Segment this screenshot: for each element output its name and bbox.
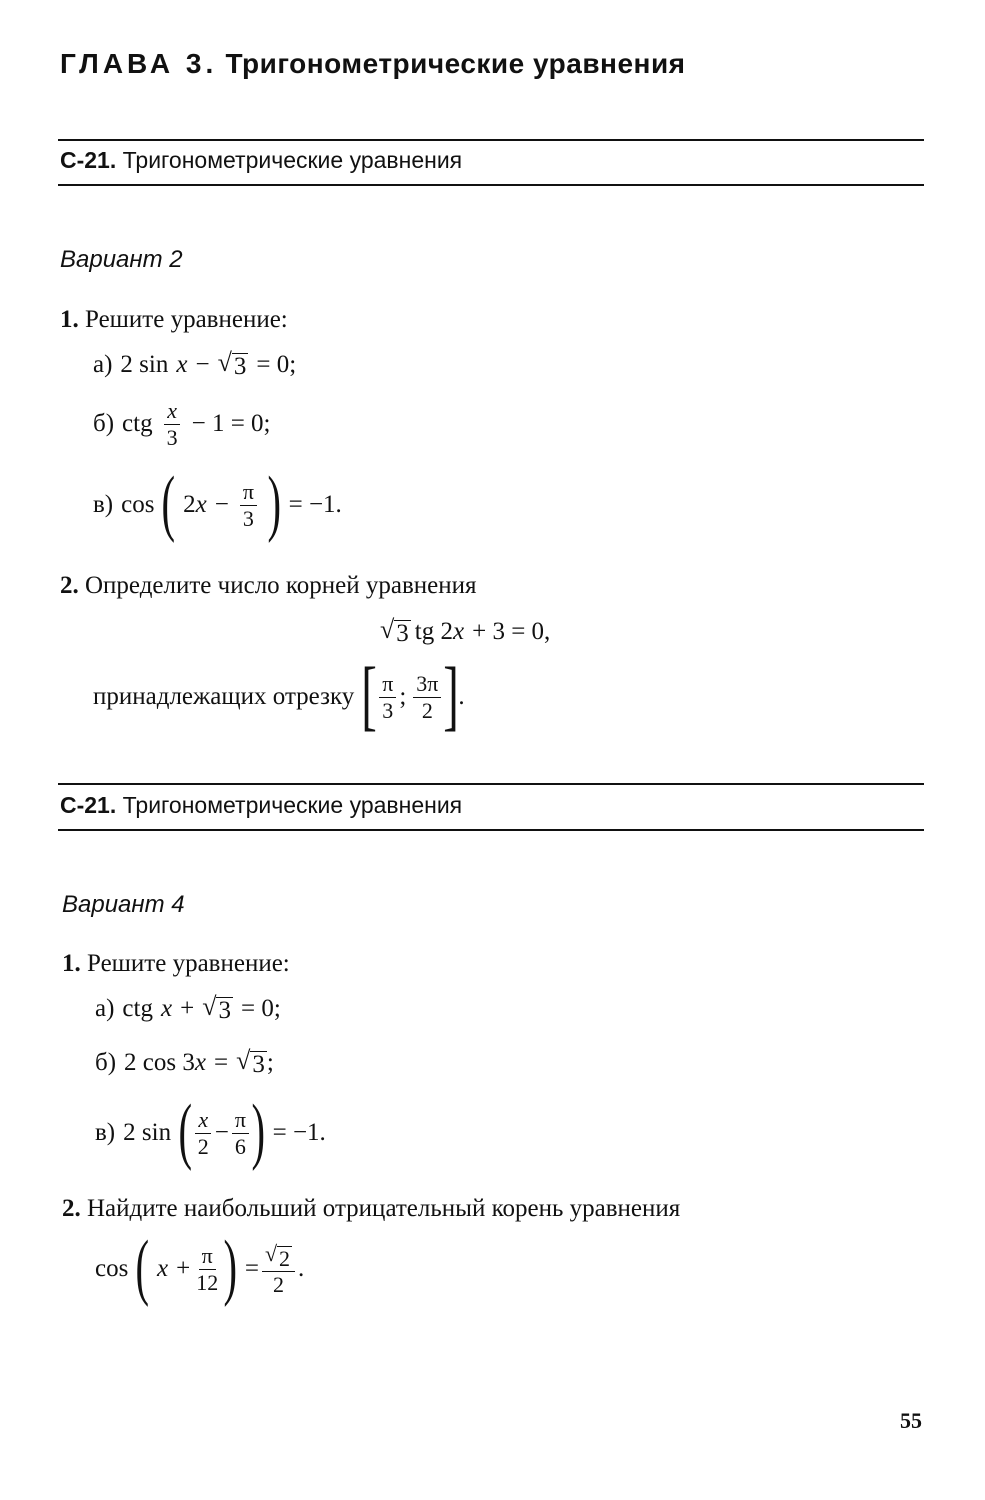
task-text: Решите уравнение: xyxy=(87,950,290,977)
operator: − xyxy=(214,1119,229,1146)
radicand: 3 xyxy=(233,352,247,380)
operator: − xyxy=(195,351,210,378)
fraction xyxy=(379,672,396,721)
numerator: x xyxy=(164,399,180,424)
left-bracket: [ xyxy=(361,651,378,738)
denominator: 12 xyxy=(196,1269,219,1295)
equation-item xyxy=(93,462,342,544)
coefficient: 2 xyxy=(183,491,196,518)
task-text: Найдите наибольший отрицательный корень уравнения xyxy=(87,1195,681,1222)
item-label: в) xyxy=(95,1119,116,1146)
task-number: 1. xyxy=(60,306,79,333)
numerator: π xyxy=(199,1244,216,1269)
variant-title: Вариант 2 xyxy=(60,246,183,273)
variable: x xyxy=(195,491,207,518)
section-heading xyxy=(60,147,462,174)
punctuation: . xyxy=(458,683,465,710)
right-paren: ) xyxy=(251,1090,266,1172)
section-bottom-rule xyxy=(58,184,924,186)
equation-text: 2 sin xyxy=(123,1119,172,1146)
variable: x xyxy=(160,995,173,1022)
item-label: а) xyxy=(93,351,113,378)
numerator xyxy=(262,1242,295,1272)
segment-line xyxy=(93,651,465,738)
operator: + xyxy=(180,995,195,1022)
task-number: 2. xyxy=(60,572,79,599)
variable: x xyxy=(452,618,465,645)
denominator: 2 xyxy=(197,1133,209,1159)
right-paren: ) xyxy=(267,462,282,544)
punctuation: ; xyxy=(266,1049,274,1076)
fraction xyxy=(232,1108,249,1157)
denominator: 6 xyxy=(234,1133,246,1159)
equation-item xyxy=(93,346,296,384)
centered-equation xyxy=(380,612,550,652)
equation-text: 2 cos 3 xyxy=(124,1049,195,1076)
numerator: 3π xyxy=(413,672,441,697)
item-label: б) xyxy=(95,1049,117,1076)
right-paren: ) xyxy=(223,1226,238,1308)
fraction xyxy=(262,1242,295,1296)
variable: x xyxy=(176,351,188,378)
equation-rest: = −1. xyxy=(288,491,342,518)
section-title: Тригонометрические уравнения xyxy=(122,147,463,173)
fraction xyxy=(413,672,441,721)
denominator: 2 xyxy=(273,1272,284,1297)
equation-item xyxy=(95,1090,326,1172)
section-code: С-21. xyxy=(60,147,117,173)
segment-text: принадлежащих отрезку xyxy=(93,683,355,710)
separator: ; xyxy=(399,683,407,710)
section-title: Тригонометрические уравнения xyxy=(122,792,463,818)
fraction xyxy=(195,1108,212,1157)
equation-text: tg 2 xyxy=(414,618,453,645)
variant-title: Вариант 4 xyxy=(62,891,185,918)
left-paren: ( xyxy=(135,1226,150,1308)
chapter-heading xyxy=(60,48,686,80)
chapter-label: ГЛАВА 3. xyxy=(60,48,218,79)
task-heading xyxy=(62,1195,680,1223)
equation-rest: = −1. xyxy=(272,1119,326,1146)
task-heading xyxy=(62,950,290,978)
task-text: Решите уравнение: xyxy=(85,306,288,333)
fraction xyxy=(193,1244,221,1293)
function-name: cos xyxy=(95,1255,129,1282)
square-root: √ 3 xyxy=(202,991,231,1024)
section-top-rule xyxy=(58,783,924,785)
section-code: С-21. xyxy=(60,792,117,818)
equation-item xyxy=(95,1044,274,1082)
item-label: а) xyxy=(95,995,115,1022)
task-number: 2. xyxy=(62,1195,81,1222)
right-bracket: ] xyxy=(443,651,460,738)
task-heading xyxy=(60,572,477,600)
operator: = xyxy=(244,1255,259,1282)
radicand: 2 xyxy=(279,1245,291,1271)
section-top-rule xyxy=(58,139,924,141)
page-number: 55 xyxy=(900,1408,922,1433)
item-label: б) xyxy=(93,410,115,437)
numerator: π xyxy=(232,1108,249,1133)
item-label: в) xyxy=(93,491,114,518)
radicand: 3 xyxy=(218,996,231,1024)
numerator: x xyxy=(195,1108,211,1133)
section-heading xyxy=(60,792,462,819)
radicand: 3 xyxy=(396,619,409,647)
task-heading xyxy=(60,306,288,334)
square-root: √ 3 xyxy=(236,1045,265,1078)
punctuation: . xyxy=(298,1255,305,1282)
fraction xyxy=(240,480,257,529)
function-name: ctg xyxy=(122,410,153,437)
left-paren: ( xyxy=(178,1090,193,1172)
task-number: 1. xyxy=(62,950,81,977)
operator: + xyxy=(176,1255,191,1282)
equation-line xyxy=(95,1226,305,1308)
equation-rest: − 1 = 0; xyxy=(191,410,271,437)
denominator: 3 xyxy=(242,505,254,531)
function-name: cos xyxy=(121,491,155,518)
variable: x xyxy=(194,1049,206,1076)
operator: = xyxy=(213,1049,229,1076)
equation-rest: + 3 = 0, xyxy=(472,618,551,645)
square-root: √ 3 xyxy=(380,614,409,647)
operator: − xyxy=(214,491,229,518)
left-paren: ( xyxy=(162,462,176,544)
equation-item xyxy=(95,990,281,1028)
function-name: ctg xyxy=(122,995,153,1022)
denominator: 2 xyxy=(421,697,433,723)
task-text: Определите число корней уравнения xyxy=(85,572,477,599)
equation-item xyxy=(93,396,271,452)
section-bottom-rule xyxy=(58,829,924,831)
chapter-title: Тригонометрические уравнения xyxy=(225,48,686,79)
denominator: 3 xyxy=(166,424,178,450)
square-root: √ 2 xyxy=(264,1240,291,1271)
fraction xyxy=(164,399,181,448)
equation-text: 2 sin xyxy=(120,351,169,378)
denominator: 3 xyxy=(382,697,394,723)
variable: x xyxy=(156,1255,169,1282)
numerator: π xyxy=(240,480,257,505)
equation-rest: = 0; xyxy=(240,995,281,1022)
equation-rest: = 0; xyxy=(256,351,297,378)
numerator: π xyxy=(379,672,396,697)
square-root: √ 3 xyxy=(217,347,247,380)
radicand: 3 xyxy=(252,1050,265,1078)
